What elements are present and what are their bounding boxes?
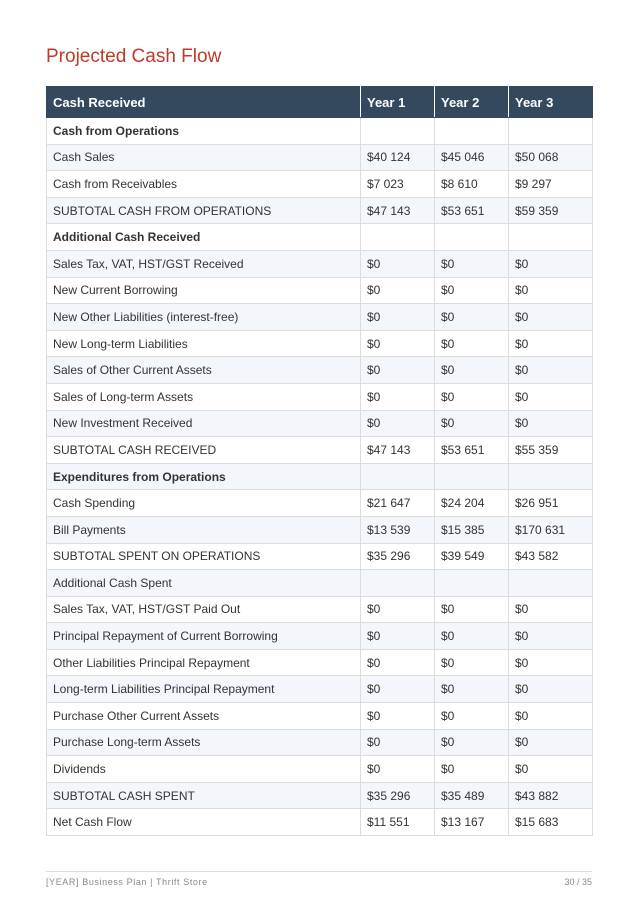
year-3-value: $0 [509, 623, 593, 650]
column-header-year-1: Year 1 [361, 87, 435, 118]
row-label: Additional Cash Spent [47, 570, 361, 597]
row-label: Cash from Operations [47, 118, 361, 145]
table-row [47, 437, 593, 464]
year-2-value [435, 463, 509, 490]
year-2-value: $0 [435, 756, 509, 783]
year-3-value: $170 631 [509, 516, 593, 543]
table-row [47, 118, 593, 145]
year-2-value: $0 [435, 703, 509, 730]
year-2-value: $24 204 [435, 490, 509, 517]
row-label: Cash Spending [47, 490, 361, 517]
year-1-value: $0 [361, 649, 435, 676]
year-1-value: $21 647 [361, 490, 435, 517]
year-1-value: $0 [361, 277, 435, 304]
year-2-value: $0 [435, 304, 509, 331]
year-1-value: $0 [361, 250, 435, 277]
year-1-value: $0 [361, 596, 435, 623]
year-3-value: $0 [509, 250, 593, 277]
year-2-value: $0 [435, 250, 509, 277]
year-1-value: $11 551 [361, 809, 435, 836]
year-2-value: $0 [435, 623, 509, 650]
cash-flow-table [46, 86, 593, 836]
table-header-row [47, 87, 593, 118]
year-1-value: $35 296 [361, 782, 435, 809]
year-1-value: $47 143 [361, 197, 435, 224]
year-3-value: $0 [509, 410, 593, 437]
footer-divider [46, 871, 592, 872]
year-2-value: $8 610 [435, 171, 509, 198]
year-3-value: $55 359 [509, 437, 593, 464]
row-label: Cash from Receivables [47, 171, 361, 198]
year-2-value: $0 [435, 330, 509, 357]
year-2-value [435, 570, 509, 597]
row-label: SUBTOTAL CASH FROM OPERATIONS [47, 197, 361, 224]
year-2-value: $53 651 [435, 197, 509, 224]
year-3-value: $0 [509, 703, 593, 730]
table-row [47, 676, 593, 703]
row-label: New Investment Received [47, 410, 361, 437]
year-2-value: $35 489 [435, 782, 509, 809]
table-row [47, 490, 593, 517]
table-row [47, 596, 593, 623]
footer-document-title: [YEAR] Business Plan | Thrift Store [46, 877, 208, 887]
table-row [47, 144, 593, 171]
table-row [47, 171, 593, 198]
page-title: Projected Cash Flow [46, 46, 222, 67]
table-row [47, 570, 593, 597]
row-label: Bill Payments [47, 516, 361, 543]
year-1-value: $0 [361, 410, 435, 437]
table-row [47, 197, 593, 224]
year-2-value: $0 [435, 596, 509, 623]
year-2-value: $0 [435, 410, 509, 437]
footer-page-number: 30 / 35 [564, 877, 592, 887]
year-2-value: $0 [435, 357, 509, 384]
table-row [47, 463, 593, 490]
row-label: SUBTOTAL CASH SPENT [47, 782, 361, 809]
row-label: Cash Sales [47, 144, 361, 171]
year-2-value [435, 118, 509, 145]
table-row [47, 304, 593, 331]
row-label: Dividends [47, 756, 361, 783]
year-1-value: $0 [361, 729, 435, 756]
year-3-value: $0 [509, 277, 593, 304]
year-1-value [361, 463, 435, 490]
row-label: New Long-term Liabilities [47, 330, 361, 357]
year-1-value: $0 [361, 383, 435, 410]
row-label: Purchase Long-term Assets [47, 729, 361, 756]
year-1-value [361, 570, 435, 597]
column-header-year-2: Year 2 [435, 87, 509, 118]
year-3-value [509, 224, 593, 251]
year-3-value: $0 [509, 756, 593, 783]
column-header-cash-received: Cash Received [47, 87, 361, 118]
table-row [47, 703, 593, 730]
row-label: SUBTOTAL SPENT ON OPERATIONS [47, 543, 361, 570]
year-3-value: $0 [509, 676, 593, 703]
year-1-value: $0 [361, 304, 435, 331]
year-1-value: $0 [361, 330, 435, 357]
row-label: Principal Repayment of Current Borrowing [47, 623, 361, 650]
table-row [47, 623, 593, 650]
year-3-value: $0 [509, 596, 593, 623]
row-label: Additional Cash Received [47, 224, 361, 251]
year-2-value: $45 046 [435, 144, 509, 171]
year-3-value: $43 582 [509, 543, 593, 570]
year-3-value [509, 118, 593, 145]
year-3-value: $26 951 [509, 490, 593, 517]
year-2-value [435, 224, 509, 251]
table-row [47, 649, 593, 676]
year-2-value: $0 [435, 649, 509, 676]
table-row [47, 782, 593, 809]
column-header-year-3: Year 3 [509, 87, 593, 118]
year-1-value: $35 296 [361, 543, 435, 570]
year-3-value: $59 359 [509, 197, 593, 224]
year-1-value: $0 [361, 756, 435, 783]
row-label: New Current Borrowing [47, 277, 361, 304]
year-3-value [509, 463, 593, 490]
row-label: SUBTOTAL CASH RECEIVED [47, 437, 361, 464]
table-row [47, 250, 593, 277]
year-2-value: $53 651 [435, 437, 509, 464]
row-label: Sales of Other Current Assets [47, 357, 361, 384]
table-row [47, 357, 593, 384]
year-1-value: $47 143 [361, 437, 435, 464]
year-2-value: $39 549 [435, 543, 509, 570]
table-row [47, 809, 593, 836]
table-row [47, 330, 593, 357]
table-row [47, 410, 593, 437]
year-1-value [361, 118, 435, 145]
year-2-value: $0 [435, 383, 509, 410]
row-label: Sales of Long-term Assets [47, 383, 361, 410]
year-3-value: $43 882 [509, 782, 593, 809]
row-label: New Other Liabilities (interest-free) [47, 304, 361, 331]
table-row [47, 729, 593, 756]
table-row [47, 756, 593, 783]
year-1-value: $13 539 [361, 516, 435, 543]
row-label: Sales Tax, VAT, HST/GST Received [47, 250, 361, 277]
year-3-value: $0 [509, 383, 593, 410]
row-label: Expenditures from Operations [47, 463, 361, 490]
table-row [47, 224, 593, 251]
year-1-value: $7 023 [361, 171, 435, 198]
year-1-value: $0 [361, 703, 435, 730]
year-3-value [509, 570, 593, 597]
year-2-value: $0 [435, 729, 509, 756]
year-2-value: $0 [435, 676, 509, 703]
year-1-value: $0 [361, 676, 435, 703]
table-row [47, 516, 593, 543]
year-3-value: $50 068 [509, 144, 593, 171]
year-3-value: $9 297 [509, 171, 593, 198]
year-3-value: $15 683 [509, 809, 593, 836]
year-2-value: $15 385 [435, 516, 509, 543]
table-row [47, 543, 593, 570]
year-1-value: $40 124 [361, 144, 435, 171]
year-2-value: $13 167 [435, 809, 509, 836]
table-row [47, 383, 593, 410]
year-3-value: $0 [509, 357, 593, 384]
row-label: Long-term Liabilities Principal Repayment [47, 676, 361, 703]
table-row [47, 277, 593, 304]
year-3-value: $0 [509, 330, 593, 357]
year-1-value [361, 224, 435, 251]
row-label: Other Liabilities Principal Repayment [47, 649, 361, 676]
row-label: Net Cash Flow [47, 809, 361, 836]
year-2-value: $0 [435, 277, 509, 304]
year-3-value: $0 [509, 729, 593, 756]
year-3-value: $0 [509, 649, 593, 676]
year-1-value: $0 [361, 357, 435, 384]
year-1-value: $0 [361, 623, 435, 650]
year-3-value: $0 [509, 304, 593, 331]
row-label: Sales Tax, VAT, HST/GST Paid Out [47, 596, 361, 623]
row-label: Purchase Other Current Assets [47, 703, 361, 730]
